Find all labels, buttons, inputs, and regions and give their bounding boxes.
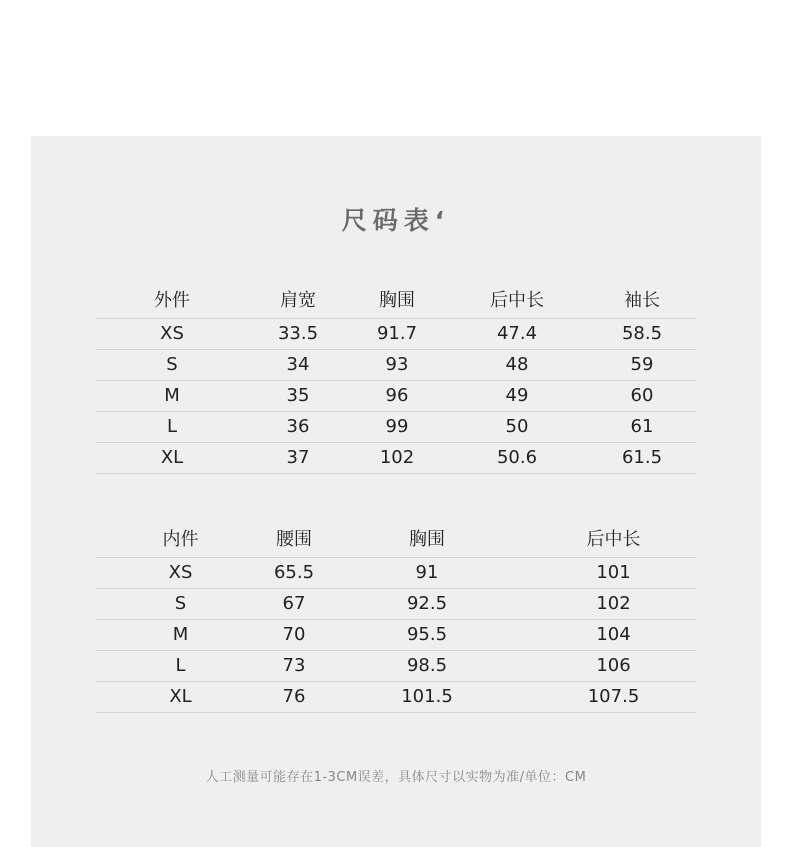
table-cell: 101 — [531, 558, 696, 589]
table-header-row — [96, 525, 696, 558]
table-cell: S — [96, 589, 265, 620]
inner-garment-size-table — [96, 525, 696, 713]
table-cell: 104 — [531, 620, 696, 651]
size-chart-title: 尺码表‘ — [341, 206, 451, 235]
column-header: 后中长 — [490, 290, 544, 311]
table-cell: 73 — [265, 651, 323, 682]
column-header: 腰围 — [276, 529, 312, 550]
table-cell: 76 — [265, 682, 323, 713]
table-cell: 37 — [248, 443, 348, 474]
table-row — [96, 620, 696, 651]
outer-garment-size-table — [96, 286, 696, 474]
table-row — [96, 682, 696, 713]
table-cell: 49 — [446, 381, 588, 412]
table-cell: 101.5 — [323, 682, 531, 713]
table-row — [96, 350, 696, 381]
table-cell: 106 — [531, 651, 696, 682]
table-cell: 61 — [588, 412, 696, 443]
table-cell: 102 — [348, 443, 446, 474]
table-cell: 59 — [588, 350, 696, 381]
table-cell: 50.6 — [446, 443, 588, 474]
column-header: 胸围 — [379, 290, 415, 311]
table-cell: 102 — [531, 589, 696, 620]
table-cell: 50 — [446, 412, 588, 443]
table-cell: 95.5 — [323, 620, 531, 651]
size-chart-panel — [31, 136, 761, 847]
table-cell: 67 — [265, 589, 323, 620]
table-cell: 98.5 — [323, 651, 531, 682]
table-cell: 35 — [248, 381, 348, 412]
table-cell: 61.5 — [588, 443, 696, 474]
table-row — [96, 381, 696, 412]
table-header-row — [96, 286, 696, 319]
table-row — [96, 412, 696, 443]
table-cell: 33.5 — [248, 319, 348, 350]
column-header: 内件 — [162, 529, 199, 550]
table-row — [96, 558, 696, 589]
table-cell: L — [96, 651, 265, 682]
table-cell: 58.5 — [588, 319, 696, 350]
table-cell: S — [96, 350, 248, 381]
column-header: 外件 — [154, 290, 190, 311]
table-row — [96, 651, 696, 682]
table-cell: 96 — [348, 381, 446, 412]
table-cell: 47.4 — [446, 319, 588, 350]
table-cell: XL — [96, 682, 265, 713]
table-cell: 70 — [265, 620, 323, 651]
table-cell: 60 — [588, 381, 696, 412]
table-cell: L — [96, 412, 248, 443]
table-cell: 92.5 — [323, 589, 531, 620]
column-header: 后中长 — [586, 529, 641, 550]
table-row — [96, 443, 696, 474]
column-header: 胸围 — [409, 529, 445, 550]
table-cell: XS — [96, 558, 265, 589]
table-cell: XL — [96, 443, 248, 474]
table-cell: 91 — [323, 558, 531, 589]
table-cell: M — [96, 381, 248, 412]
table-row — [96, 319, 696, 350]
table-cell: 34 — [248, 350, 348, 381]
table-cell: 91.7 — [348, 319, 446, 350]
table-cell: M — [96, 620, 265, 651]
column-header: 肩宽 — [280, 290, 316, 311]
table-cell: 65.5 — [265, 558, 323, 589]
table-cell: 48 — [446, 350, 588, 381]
table-cell: 36 — [248, 412, 348, 443]
table-cell: 93 — [348, 350, 446, 381]
table-cell: 107.5 — [531, 682, 696, 713]
table-row — [96, 589, 696, 620]
table-cell: XS — [96, 319, 248, 350]
table-cell: 99 — [348, 412, 446, 443]
column-header: 袖长 — [624, 290, 660, 311]
measurement-note: 人工测量可能存在1-3CM误差，具体尺寸以实物为准/单位：CM — [205, 770, 587, 785]
